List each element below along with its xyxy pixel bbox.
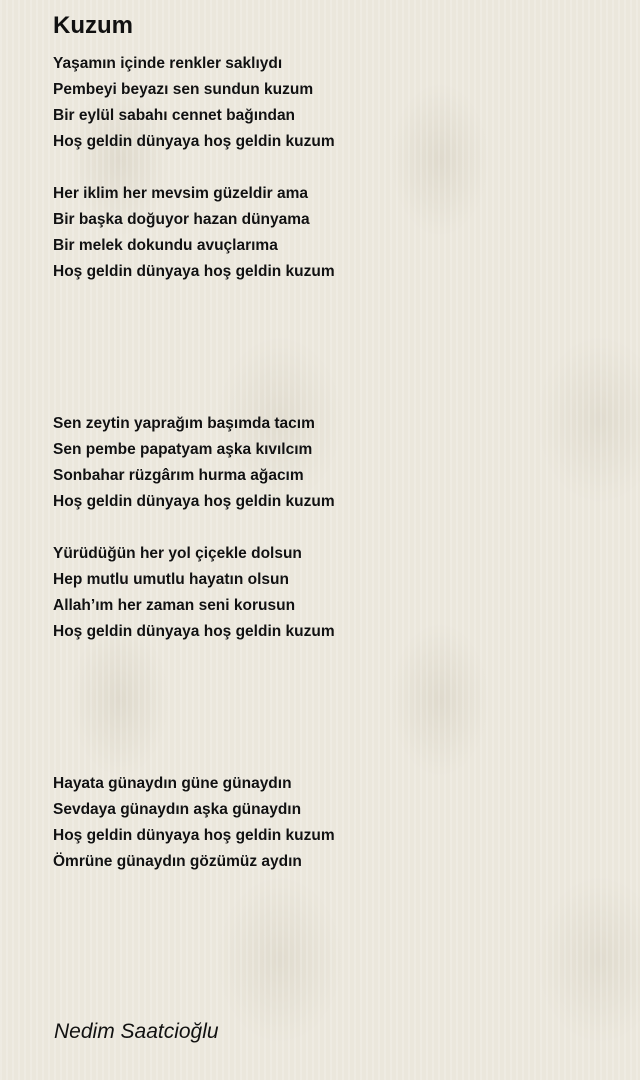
- poem-line: Ömrüne günaydın gözümüz aydın: [53, 853, 302, 870]
- poem-line: Hep mutlu umutlu hayatın olsun: [53, 571, 289, 588]
- poem-line: Sonbahar rüzgârım hurma ağacım: [53, 467, 304, 484]
- poem-line: Allah’ım her zaman seni korusun: [53, 597, 296, 614]
- poem-line: Pembeyi beyazı sen sundun kuzum: [53, 81, 314, 98]
- poem-line: Sevdaya günaydın aşka günaydın: [53, 801, 302, 818]
- poem-line: Hoş geldin dünyaya hoş geldin kuzum: [53, 623, 335, 640]
- stanza: [53, 411, 335, 515]
- poem-line: Hoş geldin dünyaya hoş geldin kuzum: [53, 493, 335, 510]
- poem-line: Hayata günaydın güne günaydın: [53, 775, 292, 792]
- stanza: [53, 181, 335, 285]
- poem-line: Sen zeytin yaprağım başımda tacım: [53, 415, 315, 432]
- poem-line: Yaşamın içinde renkler saklıydı: [53, 55, 283, 72]
- poem-line: Hoş geldin dünyaya hoş geldin kuzum: [53, 263, 335, 280]
- stanza: [53, 541, 335, 645]
- poem-line: Sen pembe papatyam aşka kıvılcım: [53, 441, 313, 458]
- poem-line: Hoş geldin dünyaya hoş geldin kuzum: [53, 133, 335, 150]
- stanza: [53, 771, 335, 875]
- stanza: [53, 51, 335, 155]
- poem-line: Hoş geldin dünyaya hoş geldin kuzum: [53, 827, 335, 844]
- poem-line: Bir eylül sabahı cennet bağından: [53, 107, 296, 124]
- poem-title: Kuzum: [53, 12, 133, 39]
- poem-line: Yürüdüğün her yol çiçekle dolsun: [53, 545, 302, 562]
- poem-line: Bir başka doğuyor hazan dünyama: [53, 211, 310, 228]
- poem-author: Nedim Saatcioğlu: [54, 1020, 219, 1043]
- poem-line: Bir melek dokundu avuçlarıma: [53, 237, 278, 254]
- poem-line: Her iklim her mevsim güzeldir ama: [53, 185, 308, 202]
